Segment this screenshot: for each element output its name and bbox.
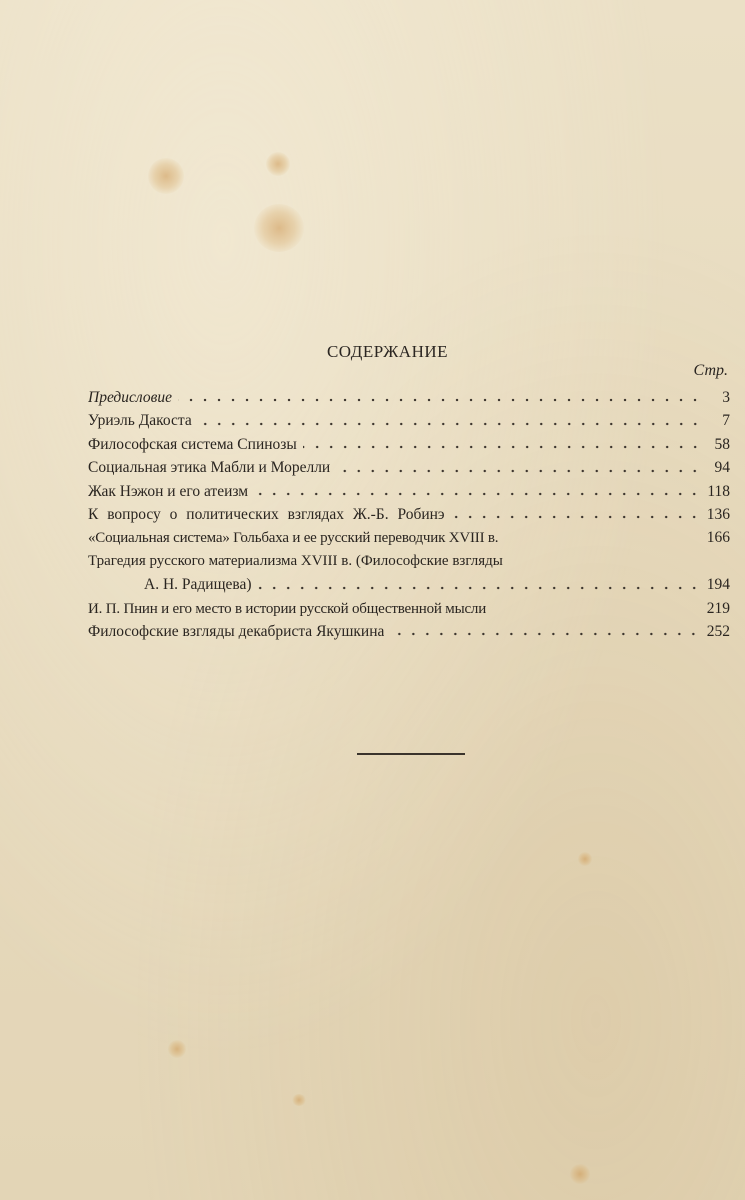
divider-rule xyxy=(357,753,465,755)
toc-entry-title-continued: А. Н. Радищева) xyxy=(144,576,252,594)
toc-entry-page: 219 xyxy=(706,599,730,617)
foxing-stain xyxy=(148,158,184,194)
toc-entry xyxy=(88,386,730,409)
toc-entry-page: 194 xyxy=(706,576,730,594)
toc-entry-title: Философские взгляды декабриста Якушкина xyxy=(88,622,385,640)
toc-entry-page: 252 xyxy=(706,622,730,640)
dot-leader xyxy=(451,515,701,519)
toc-entry-page: 166 xyxy=(706,529,730,547)
contents-heading: СОДЕРЖАНИЕ xyxy=(326,342,449,361)
foxing-stain xyxy=(570,1164,590,1184)
toc-entry-page: 94 xyxy=(714,459,730,477)
toc-entry-title: Уриэль Дакоста xyxy=(88,412,192,430)
toc-entry-page: 58 xyxy=(714,435,730,453)
dot-leader xyxy=(178,398,702,402)
toc-entry-title: И. П. Пнин и его место в истории русской общественной мысли xyxy=(88,600,487,617)
dot-leader xyxy=(303,445,702,449)
foxing-stain xyxy=(168,1040,186,1058)
toc-entry xyxy=(88,526,730,549)
toc-entry xyxy=(88,456,730,479)
toc-entry-title: К вопросу о политических взглядах Ж.-Б. Робинэ xyxy=(88,505,445,523)
toc-entry-continuation xyxy=(88,573,730,596)
toc-entry-title: «Социальная система» Гольбаха и ее русский переводчик XVIII в. xyxy=(88,530,499,547)
toc-entry xyxy=(88,620,730,643)
toc-entry-title: Философская система Спинозы xyxy=(88,435,297,453)
toc-entry xyxy=(88,433,730,456)
toc-entry-page: 3 xyxy=(722,389,730,406)
foxing-stain xyxy=(578,852,592,866)
page-column-label: Стр. xyxy=(693,362,728,379)
toc-entry-page: 118 xyxy=(707,482,730,500)
toc-entry xyxy=(88,480,730,503)
foxing-stain xyxy=(254,204,304,252)
dot-leader xyxy=(258,586,701,590)
dot-leader xyxy=(390,632,700,636)
toc-entry-title: Жак Нэжон и его атеизм xyxy=(88,482,249,500)
toc-entry-title: Предисловие xyxy=(88,389,172,406)
toc-entry xyxy=(88,503,730,526)
dot-leader xyxy=(336,469,702,473)
dot-leader xyxy=(254,492,701,496)
foxing-stain xyxy=(292,1094,306,1106)
toc-entry xyxy=(88,597,730,620)
toc-entry-page: 136 xyxy=(706,505,730,523)
toc-entry-page: 7 xyxy=(722,412,730,430)
toc-entry xyxy=(88,550,730,573)
table-of-contents xyxy=(88,386,730,643)
toc-entry-title: Трагедия русского материализма XVIII в. (Философские взгляды xyxy=(88,552,503,569)
dot-leader xyxy=(198,422,702,426)
toc-entry-title: Социальная этика Мабли и Морелли xyxy=(88,459,331,477)
toc-entry xyxy=(88,409,730,432)
foxing-stain xyxy=(266,152,290,176)
